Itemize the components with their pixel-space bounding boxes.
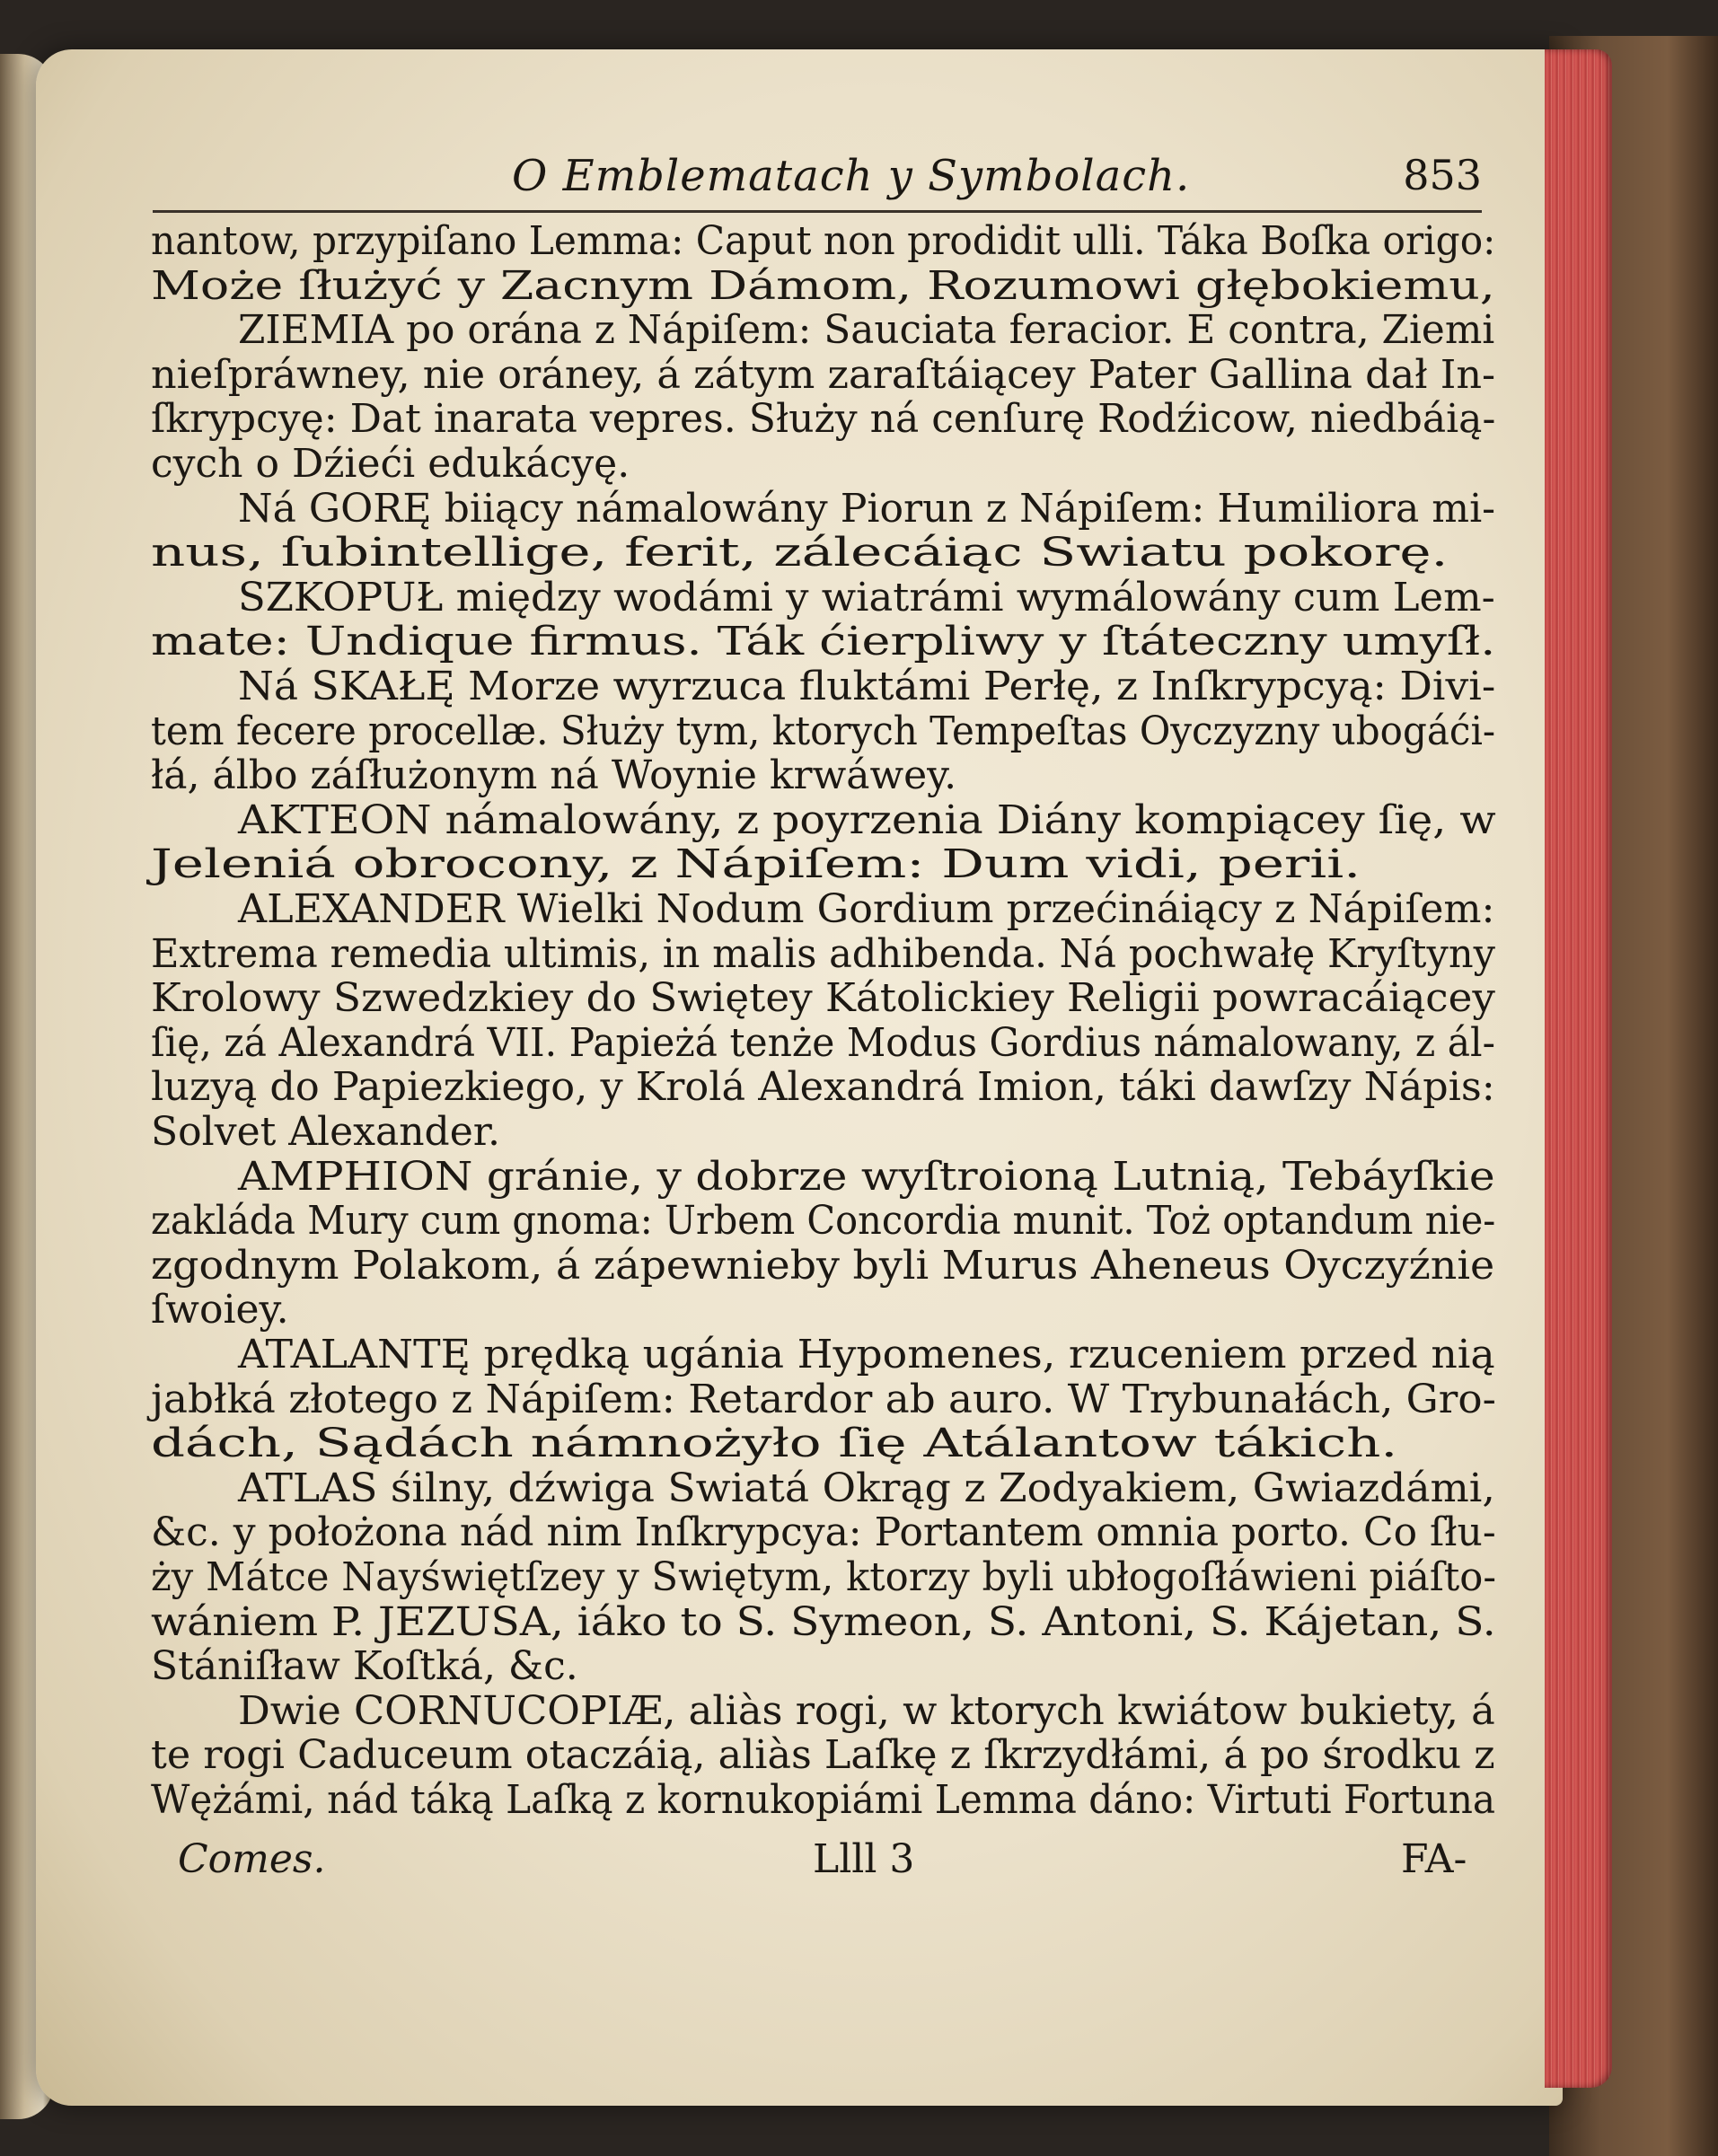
text-line: nus, ſubintellige, ferit, zálecáiąc Swiatu pokorę. xyxy=(151,530,1449,576)
header-rule xyxy=(153,210,1482,213)
catchline xyxy=(0,1834,1718,1888)
page-number: 853 xyxy=(1403,151,1482,199)
text-line: luzyą do Papiezkiego, y Krolá Alexandrá Imion, táki dawſzy Nápis: xyxy=(151,1064,1495,1110)
text-line: te rogi Caduceum otaczáią, aliàs Laſkę z ſkrzydłámi, á po środku z xyxy=(151,1732,1495,1778)
text-line: Może ſłużyć y Zacnym Dámom, Rozumowi głębokiemu, xyxy=(151,263,1495,309)
text-line: ALEXANDER Wielki Nodum Gordium przećináiący z Nápiſem: xyxy=(238,886,1495,932)
text-line: ZIEMIA po orána z Nápiſem: Sauciata feracior. E contra, Ziemi xyxy=(238,307,1495,353)
text-line: Dwie CORNUCOPIÆ, aliàs rogi, w ktorych kwiátow bukiety, á xyxy=(238,1688,1495,1734)
text-line: Krolowy Szwedzkiey do Swiętey Kátolickiey Religii powracáiącey xyxy=(151,975,1495,1021)
text-line: SZKOPUŁ między wodámi y wiatrámi wymálowány cum Lem- xyxy=(238,575,1495,620)
text-line: łá, álbo záſłużonym ná Woynie krwáwey. xyxy=(151,752,957,798)
text-line: AKTEON námalowány, z poyrzenia Diány kompiącey ſię, w xyxy=(238,797,1496,843)
text-line: Jeleniá obrocony, z Nápiſem: Dum vidi, perii. xyxy=(151,841,1361,887)
text-line: Ná GORĘ biiący námalowány Piorun z Nápiſem: Humiliora mi- xyxy=(238,486,1496,532)
running-head xyxy=(512,151,1482,205)
text-line: Solvet Alexander. xyxy=(151,1109,500,1155)
catchword: FA- xyxy=(1401,1836,1467,1882)
signature-mark: Llll 3 xyxy=(813,1836,915,1882)
text-line: dách, Sądách námnożyło ſię Atálantow tákich. xyxy=(151,1421,1398,1466)
text-line: wániem P. JEZUSA, iáko to S. Symeon, S. Antoni, S. Kájetan, S. xyxy=(151,1599,1496,1645)
text-line: ſkrypcyę: Dat inarata vepres. Służy ná cenſurę Rodźicow, niedbáią- xyxy=(151,396,1496,442)
text-line: ATLAS śilny, dźwiga Swiatá Okrąg z Zodyakiem, Gwiazdámi, xyxy=(238,1465,1495,1511)
running-head-title: O Emblematach y Symbolach. xyxy=(512,151,1191,201)
text-line: Ná SKAŁĘ Morze wyrzuca fluktámi Perłę, z Inſkrypcyą: Divi- xyxy=(238,664,1496,709)
text-line: ży Mátce Nayświętſzey y Swiętym, ktorzy byli ubłogoſłáwieni piáſto- xyxy=(151,1554,1496,1600)
text-line: zakláda Mury cum gnoma: Urbem Concordia munit. Toż optandum nie- xyxy=(151,1198,1496,1244)
catchline-text: Comes. xyxy=(178,1836,326,1882)
text-line: jabłká złotego z Nápiſem: Retardor ab auro. W Trybunałách, Gro- xyxy=(151,1377,1496,1422)
page-edges-red xyxy=(1545,49,1612,2088)
text-line: AMPHION gránie, y dobrze wyſtroioną Lutnią, Tebáyſkie xyxy=(238,1154,1495,1200)
text-line: tem fecere procellæ. Służy tym, ktorych Tempeſtas Oyczyzny ubogáći- xyxy=(151,708,1496,754)
text-line: nantow, przypiſano Lemma: Caput non prodidit ulli. Táka Boſka origo: xyxy=(151,218,1496,264)
text-line: nieſpráwney, nie oráney, á zátym zaraſtáiącey Pater Gallina dał In- xyxy=(151,352,1496,398)
text-line: Extrema remedia ultimis, in malis adhibenda. Ná pochwałę Kryſtyny xyxy=(151,931,1495,977)
text-line: cych o Dźieći edukácyę. xyxy=(151,441,630,487)
text-line: ſię, zá Alexandrá VII. Papieżá tenże Modus Gordius námalowany, z ál- xyxy=(151,1020,1495,1066)
text-line: mate: Undique firmus. Ták ćierpliwy y ſtáteczny umyſł. xyxy=(151,619,1496,664)
text-line: Wężámi, nád táką Laſką z kornukopiámi Lemma dáno: Virtuti Fortuna xyxy=(151,1777,1496,1823)
text-line: &c. y położona nád nim Inſkrypcya: Portantem omnia porto. Co ſłu- xyxy=(151,1509,1496,1555)
text-line: ATALANTĘ prędką ugánia Hypomenes, rzuceniem przed nią xyxy=(238,1332,1495,1377)
text-line: ſwoiey. xyxy=(151,1287,289,1333)
text-line: Stániſław Koſtká, &c. xyxy=(151,1643,578,1689)
text-line: zgodnym Polakom, á zápewnieby byli Murus Aheneus Oyczyźnie xyxy=(151,1243,1495,1289)
